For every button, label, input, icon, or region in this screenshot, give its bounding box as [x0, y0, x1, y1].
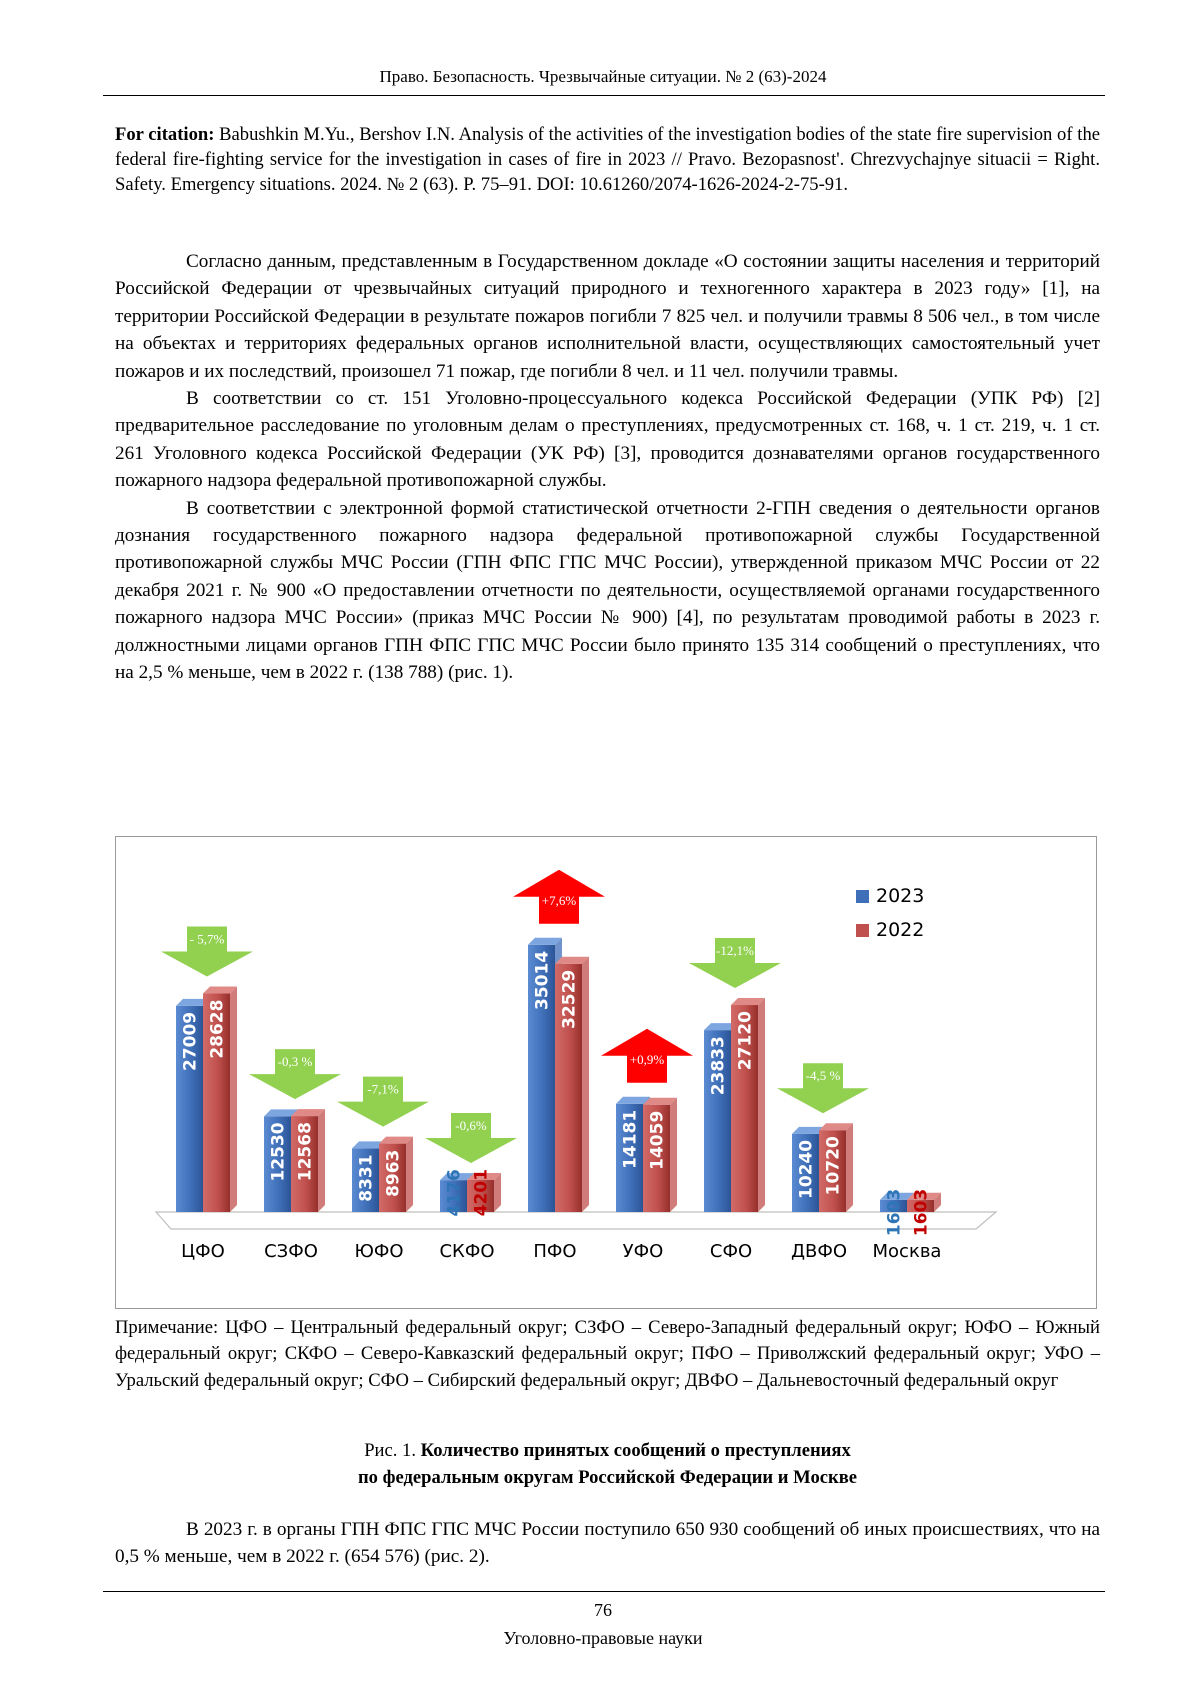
paragraph-3: В соответствии с электронной формой статистической отчетности 2-ГПН сведения о деятельности органов дознания государственного пожарного надзора федеральной противопожарной службы Государственной противопожарной службы МЧС России (ГПН ФПС ГПС МЧС России), утвержденной приказом МЧС России от 22 декабря 2021 г. № 900 «О предоставлении отчетности по деятельности, осуществляемой органами государственного пожарного надзора МЧС России» (приказ МЧС России № 900) [4], по результатам проводимой работы в 2023 г. должностными лицами органов ГПН ФПС ГПС МЧС России было принято 135 314 сообщений о преступлениях, что на 2,5 % меньше, чем в 2022 г. (138 788) (рис. 1).: [115, 497, 1100, 684]
bar-side: [406, 1137, 413, 1212]
bar-value-label: 12568: [295, 1122, 316, 1182]
bar-side: [318, 1109, 325, 1212]
change-label: -0,6%: [455, 1117, 487, 1133]
bar-value-label: 4176: [444, 1169, 465, 1217]
bar-chart: [116, 837, 1098, 1310]
category-label: ЮФО: [354, 1241, 404, 1262]
bar-value-label: 12530: [268, 1122, 289, 1182]
final-paragraph: В 2023 г. в органы ГПН ФПС ГПС МЧС России поступило 650 930 сообщений об иных происшествиях, что на 0,5 % меньше, чем в 2022 г. (654 576) (рис. 2).: [115, 1519, 1100, 1568]
figure-caption: [115, 1437, 1100, 1491]
bar-side: [846, 1123, 853, 1212]
bar-value-label: 10240: [796, 1139, 817, 1200]
bar-value-label: 27009: [180, 1011, 201, 1072]
category-label: УФО: [622, 1241, 664, 1262]
header-rule: [103, 95, 1105, 96]
category-label: ЦФО: [181, 1241, 225, 1262]
category-label: ПФО: [533, 1241, 577, 1262]
paragraph-1: Согласно данным, представленным в Государственном докладе «О состоянии защиты населения и территорий Российской Федерации от чрезвычайных ситуаций природного и техногенного характера в 2023 году» [1], на территории Российской Федерации в результате пожаров погибли 7 825 чел. и получили травмы 8 506 чел., в том числе на объектах и территориях федеральных органов исполнительной власти, осуществляющих самостоятельный учет пожаров и их последствий, произошел 71 пожар, где погибли 8 чел. и 11 чел. получили травмы.: [115, 251, 1100, 382]
bar-value-label: 27120: [735, 1011, 756, 1071]
change-label: +7,6%: [541, 892, 577, 908]
change-label: -0,3 %: [277, 1054, 313, 1070]
caption-line-1: [115, 1437, 1100, 1464]
bar-side: [230, 987, 237, 1212]
change-label: -12,1%: [716, 943, 754, 959]
caption-title-line-1: Количество принятых сообщений о преступлениях: [420, 1440, 851, 1461]
category-label: СЗФО: [264, 1241, 318, 1262]
bar-value-label: 32529: [559, 969, 580, 1029]
citation-text: Babushkin M.Yu., Bershov I.N. Analysis of the activities of the investigation bodies of the state fire supervision of the federal fire-fighting service for the investigation in cases of fire in 2023 // Pravo. Bezopasnost'. Chrezvychajnye situacii = Right. Safety. Emergency situations. 2024. № 2 (63). P. 75–91. DOI: 10.61260/2074-1626-2024-2-75-91.: [115, 124, 1100, 195]
legend-label-2023: 2023: [876, 885, 925, 907]
change-label: +0,9%: [629, 1051, 665, 1067]
figure-1: [115, 836, 1097, 1309]
bar-value-label: 23833: [708, 1036, 729, 1096]
bar-value-label: 28628: [207, 999, 228, 1059]
bar-value-label: 8963: [383, 1149, 404, 1197]
change-label: -7,1%: [367, 1081, 399, 1097]
category-label: Москва: [872, 1241, 942, 1262]
body-text: [115, 248, 1100, 687]
bar-value-label: 1603: [884, 1188, 905, 1237]
legend-swatch-2023: [856, 890, 869, 903]
bar-side: [670, 1098, 677, 1212]
bar-value-label: 14181: [620, 1109, 641, 1169]
category-label: СФО: [709, 1241, 753, 1262]
final-paragraph-block: [115, 1516, 1100, 1571]
page-number: 76: [594, 1600, 612, 1620]
figure-note: Примечание: ЦФО – Центральный федеральный округ; СЗФО – Северо-Западный федеральный округ; ЮФО – Южный федеральный округ; СКФО – Северо-Кавказский федеральный округ; ПФО – Приволжский федеральный округ; УФО – Уральский федеральный округ; СФО – Сибирский федеральный округ; ДВФО – Дальневосточный федеральный округ: [115, 1317, 1100, 1391]
bar-value-label: 1603: [911, 1188, 932, 1237]
change-label: - 5,7%: [189, 931, 225, 947]
citation-lead: For citation:: [115, 124, 215, 145]
bar-side: [582, 957, 589, 1212]
paragraph-2: В соответствии со ст. 151 Уголовно-процессуального кодекса Российской Федерации (УПК РФ) [2] предварительное расследование по уголовным делам о преступлениях, предусмотренных ст. 168, ч. 1 ст. 219, ч. 1 ст. 261 Уголовного кодекса Российской Федерации (УК РФ) [3], проводится дознавателями органов государственного пожарного надзора федеральной противопожарной службы.: [115, 388, 1100, 492]
footer-rule: [103, 1591, 1105, 1592]
bar-value-label: 10720: [823, 1136, 844, 1196]
citation-block: [115, 122, 1100, 197]
category-label: ДВФО: [790, 1241, 848, 1262]
caption-label: Рис. 1.: [364, 1440, 417, 1461]
bar-value-label: 4201: [471, 1168, 492, 1217]
bar-value-label: 8331: [356, 1154, 377, 1202]
bar-value-label: 35014: [532, 950, 553, 1010]
bar-value-label: 14059: [647, 1110, 668, 1170]
legend-swatch-2022: [856, 924, 869, 937]
section-name: Уголовно-правовые науки: [503, 1628, 703, 1648]
caption-title-line-2: по федеральным округам Российской Федерации и Москве: [357, 1467, 858, 1488]
legend-label-2022: 2022: [876, 919, 925, 941]
bar-side: [758, 998, 765, 1212]
running-head: Право. Безопасность. Чрезвычайные ситуации. № 2 (63)-2024: [379, 67, 827, 86]
category-label: СКФО: [439, 1241, 495, 1262]
chart-floor: [156, 1212, 996, 1229]
change-label: -4,5 %: [805, 1068, 841, 1084]
